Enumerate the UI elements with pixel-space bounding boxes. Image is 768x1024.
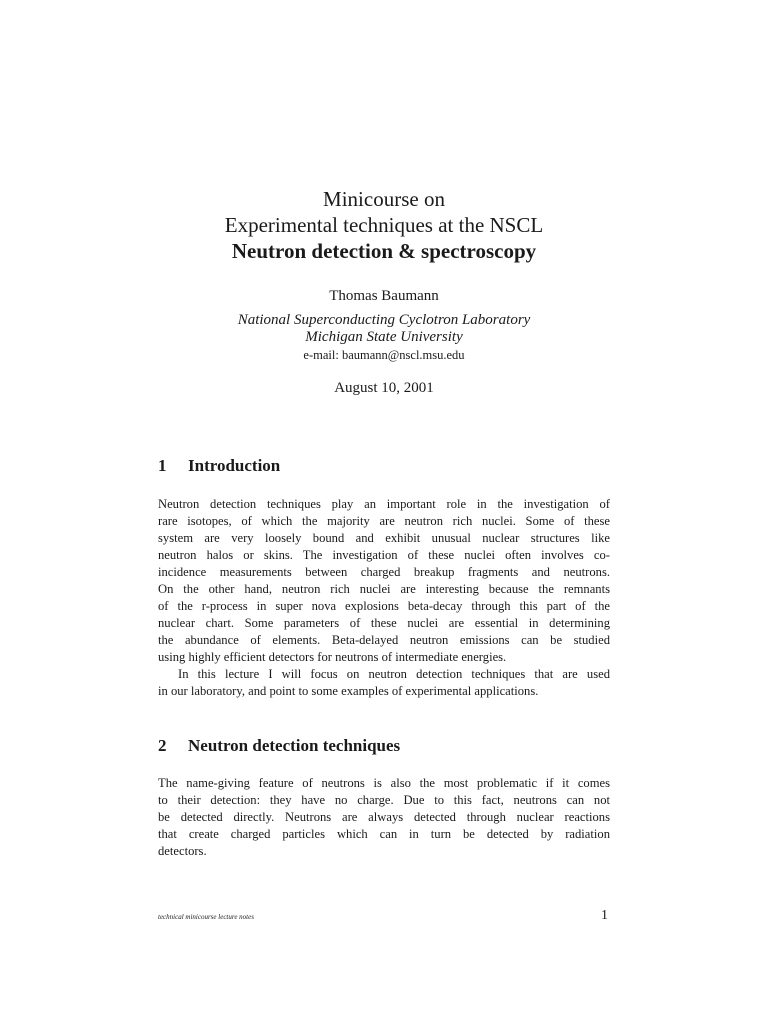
affiliation-line-1: National Superconducting Cyclotron Laboratory (237, 312, 531, 328)
text-line: On the other hand, neutron rich nuclei are interesting because the remnants (158, 582, 610, 596)
paragraph-intro-1 (158, 496, 610, 666)
section-number: 1 (158, 456, 167, 475)
section-heading-neutron-detection (158, 736, 400, 756)
text-line: The name-giving feature of neutrons is also the most problematic if it comes (158, 776, 610, 790)
text-line: In this lecture I will focus on neutron detection techniques that are used (178, 667, 610, 681)
text-line: be detected directly. Neutrons are always detected through nuclear reactions (158, 810, 610, 824)
footer-note: technical minicourse lecture notes (158, 913, 254, 921)
affiliation (0, 312, 768, 346)
affiliation-line-2: Michigan State University (305, 329, 463, 345)
text-line: to their detection: they have no charge. Due to this fact, neutrons can not (158, 793, 610, 807)
paragraph-detection-1 (158, 775, 610, 860)
text-line: using highly efficient detectors for neutrons of intermediate energies. (158, 650, 507, 664)
text-line: incidence measurements between charged breakup fragments and neutrons. (158, 565, 610, 579)
text-line: rare isotopes, of which the majority are neutron rich nuclei. Some of these (158, 514, 610, 528)
text-line: in our laboratory, and point to some examples of experimental applications. (158, 684, 539, 698)
text-line: nuclear chart. Some parameters of these nuclei are essential in determining (158, 616, 610, 630)
paragraph-intro-2 (158, 666, 610, 700)
author-email: e-mail: baumann@nscl.msu.edu (303, 348, 465, 362)
text-line: the abundance of elements. Beta-delayed neutron emissions can be studied (158, 633, 610, 647)
text-line: system are very loosely bound and exhibit unusual nuclear structures like (158, 531, 610, 545)
section-title: Neutron detection techniques (188, 736, 401, 755)
title-block (0, 186, 768, 264)
section-heading-introduction (158, 456, 280, 476)
text-line: of the r-process in super nova explosions beta-decay through this part of the (158, 599, 610, 613)
text-line: detectors. (158, 844, 207, 858)
paper-date: August 10, 2001 (334, 380, 434, 396)
title-line-1: Minicourse on (323, 187, 445, 211)
text-line: that create charged particles which can in turn be detected by radiation (158, 827, 610, 841)
author-name: Thomas Baumann (329, 288, 439, 304)
text-line: Neutron detection techniques play an important role in the investigation of (158, 497, 610, 511)
text-line: neutron halos or skins. The investigation of these nuclei often involves co- (158, 548, 610, 562)
page-number: 1 (601, 908, 608, 923)
title-line-3: Neutron detection & spectroscopy (231, 239, 537, 263)
section-title: Introduction (188, 456, 281, 475)
section-number: 2 (158, 736, 167, 755)
title-line-2: Experimental techniques at the NSCL (224, 213, 544, 237)
